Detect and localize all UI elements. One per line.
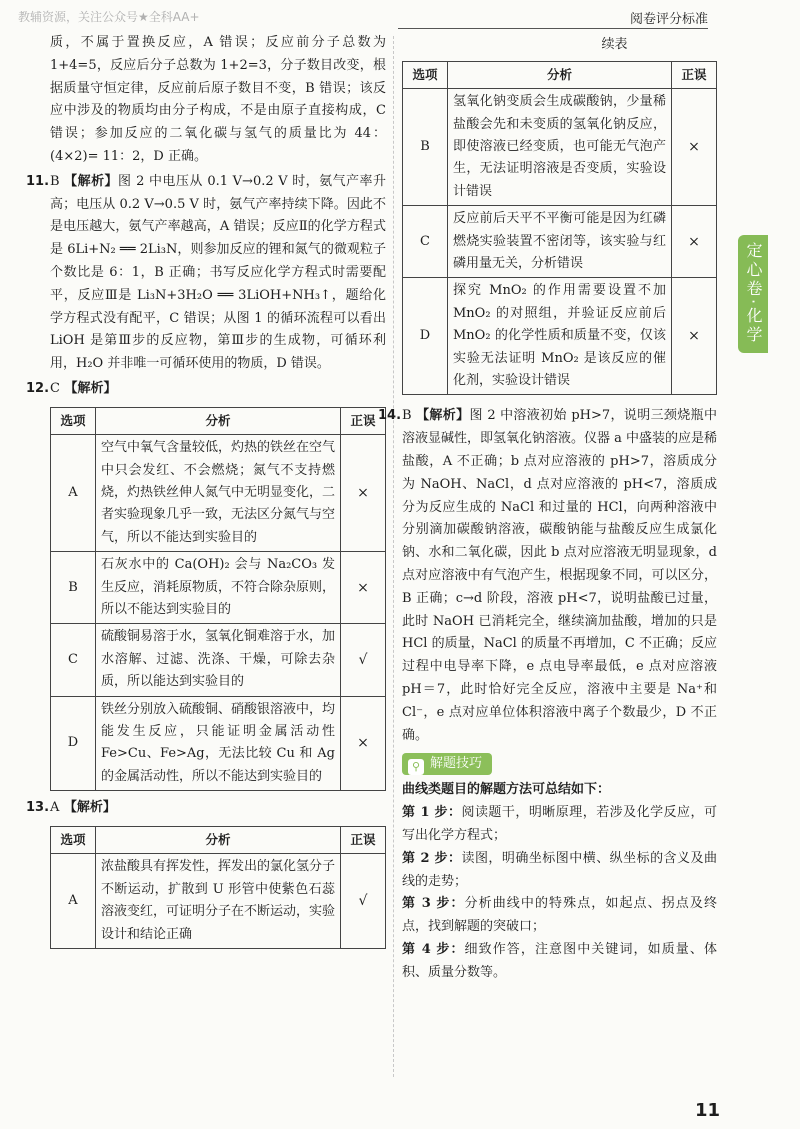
left-column	[26, 32, 386, 955]
row-analysis: 反应前后天平不平衡可能是因为红磷燃烧实验装置不密闭等，该实验与红磷用量无关，分析错误	[448, 206, 672, 278]
header-analysis: 分析	[448, 61, 672, 88]
header-option: 选项	[51, 407, 96, 434]
row-result: ×	[341, 552, 386, 624]
tip-banner	[402, 753, 492, 775]
row-analysis: 氢氧化钠变质会生成碳酸钠，少量稀盐酸会先和未变质的氢氧化钠反应，即使溶液已经变质，也可能无气泡产生，无法证明溶液是否变质，实验设计错误	[448, 89, 672, 206]
column-divider	[393, 36, 394, 1077]
tip-step	[402, 848, 717, 894]
row-analysis: 浓盐酸具有挥发性，挥发出的氯化氢分子不断运动，扩散到 U 形管中使紫色石蕊溶液变红，可证明分子在不断运动，实验设计和结论正确	[96, 854, 341, 949]
header-analysis: 分析	[96, 827, 341, 854]
row-option: B	[51, 552, 96, 624]
header-analysis: 分析	[96, 407, 341, 434]
q13-number: 13.	[26, 800, 50, 816]
row-result: ×	[672, 206, 717, 278]
tip-step-text: 阅读题干，明晰原理，若涉及化学反应，可写出化学方程式；	[402, 805, 717, 844]
table-row	[51, 435, 386, 552]
tip-step-label: 第 3 步：	[402, 896, 465, 912]
q10-tail: 质，不属于置换反应，A 错误；反应前分子总数为 1+4=5，反应后分子总数为 1+2=3，分子数目改变，根据质量守恒定律，反应前后原子数目不变，B 错误；该反应中涉及的物质均由分子构成，不是由原子直接构成，C 错误；参加反应的二氧化碳与氢气的质量比为 44：(4×2)= 11：2，D 正确。	[50, 35, 386, 164]
row-analysis: 空气中氧气含量较低，灼热的铁丝在空气中只会发红、不会燃烧；氮气不支持燃烧，灼热铁丝伸人氮气中无明显变化，二者实验现象几乎一致，无法区分氮气与空气，所以不能达到实验目的	[96, 435, 341, 552]
q11-answer: B	[50, 173, 60, 189]
q12-tag: 【解析】	[64, 380, 117, 396]
q11-number: 11.	[26, 173, 50, 189]
header-title: 阅卷评分标准	[629, 12, 708, 27]
q14	[378, 405, 718, 747]
tip-step-text: 读图，明确坐标图中横、纵坐标的含义及曲线的走势；	[402, 850, 717, 889]
table-row	[51, 696, 386, 791]
q12-table	[50, 407, 386, 792]
table-row	[51, 624, 386, 696]
tip-step	[402, 939, 717, 985]
tip-step-text: 细致作答，注意图中关键词，如质量、体积、质量分数等。	[402, 942, 717, 980]
table-row	[403, 278, 717, 395]
header-option: 选项	[51, 827, 96, 854]
header-rule	[398, 28, 708, 29]
q12-answer: C	[50, 380, 60, 396]
tip-step-label: 第 1 步：	[402, 805, 462, 821]
row-analysis: 探究 MnO₂ 的作用需要设置不加 MnO₂ 的对照组，并验证反应前后 MnO₂ 的化学性质和质量不变，仅该实验无法证明 MnO₂ 是该反应的催化剂，实验设计错误	[448, 278, 672, 395]
row-result: √	[341, 854, 386, 949]
q11-tag: 【解析】	[64, 173, 119, 189]
key-icon: ⚲	[408, 759, 424, 775]
header-option: 选项	[403, 61, 448, 88]
tip-step-text: 分析曲线中的特殊点，如起点、拐点及终点，找到解题的突破口；	[402, 896, 717, 935]
continued-label: 续表	[601, 37, 628, 52]
q13-table-continued	[402, 61, 717, 396]
q13-heading	[26, 797, 386, 820]
q13-table-header	[51, 827, 386, 854]
q12-table-header	[51, 407, 386, 434]
tip-step	[402, 802, 717, 848]
row-analysis: 铁丝分别放入硫酸铜、硝酸银溶液中，均能发生反应，只能证明金属活动性 Fe>Cu、Fe>Ag，无法比较 Cu 和 Ag 的金属活动性，所以不能达到实验目的	[96, 696, 341, 791]
row-analysis: 石灰水中的 Ca(OH)₂ 会与 Na₂CO₃ 发生反应，消耗原物质，不符合除杂原则，所以不能达到实验目的	[96, 552, 341, 624]
row-option: B	[403, 89, 448, 206]
row-option: A	[51, 854, 96, 949]
page-number: 11	[694, 1100, 720, 1121]
tip-step-label: 第 4 步：	[402, 942, 465, 958]
q11-text: 图 2 中电压从 0.1 V→0.2 V 时，氨气产率升高；电压从 0.2 V→0.5 V 时，氨气产率持续下降。因此不是电压越大，氨气产率越高，A 错误；反应Ⅱ的化学方程式是 6Li+N₂ ══ 2Li₃N，则参加反应的锂和氮气的微观粒子个数比是 6：1，B 正确；书写反应化学方程式时需要配平，反应Ⅲ是 Li₃N+3H₂O ══ 3LiOH+NH₃↑，题给化学方程式没有配平，C 错误；从图 1 的循环流程可以看出 LiOH 是第Ⅲ步的反应物，第Ⅲ步的生成物，可循环利用，H₂O 并非唯一可循环使用的物质，D 错误。	[50, 173, 386, 372]
row-option: C	[51, 624, 96, 696]
q14-answer: B	[402, 408, 412, 424]
row-option: D	[51, 696, 96, 791]
row-result: ×	[341, 435, 386, 552]
q13-continued-header	[403, 61, 717, 88]
row-option: A	[51, 435, 96, 552]
q12-number: 12.	[26, 380, 50, 396]
tip-step	[402, 893, 717, 939]
header-result: 正误	[672, 61, 717, 88]
q13-tag: 【解析】	[63, 800, 116, 816]
header-result: 正误	[341, 407, 386, 434]
q14-number: 14.	[378, 408, 402, 424]
tip-intro: 曲线类题目的解题方法可总结如下：	[402, 782, 611, 798]
header-result: 正误	[341, 827, 386, 854]
q13-table	[50, 826, 386, 949]
row-result: ×	[672, 89, 717, 206]
q14-tag: 【解析】	[416, 408, 470, 424]
right-column	[378, 32, 718, 985]
table-row	[51, 854, 386, 949]
q11	[26, 171, 386, 376]
row-option: C	[403, 206, 448, 278]
side-tab: 定心卷·化学	[738, 235, 768, 353]
row-result: √	[341, 624, 386, 696]
table-row	[403, 89, 717, 206]
tip-step-label: 第 2 步：	[402, 850, 462, 866]
row-analysis: 硫酸铜易溶于水，氢氧化铜难溶于水，加水溶解、过滤、洗涤、干燥，可除去杂质，所以能达到实验目的	[96, 624, 341, 696]
row-result: ×	[341, 696, 386, 791]
tip-label: 解题技巧	[430, 756, 483, 772]
table-row	[51, 552, 386, 624]
watermark: 教辅资源，关注公众号★全科AA+	[18, 10, 200, 24]
q14-text: 图 2 中溶液初始 pH>7，说明三颈烧瓶中溶液显碱性，即氢氧化钠溶液。仪器 a 中盛装的应是稀盐酸，A 不正确；b 点对应溶液的 pH>7，溶质成分为 NaOH、NaCl，d 点对应溶液的 pH<7，溶质成分为反应生成的 NaCl 和过量的 HCl，向两种溶液中分别滴加碳酸钠溶液，碳酸钠能与盐酸反应生成氯化钠、水和二氧化碳，因此 b 点对应溶液无明显现象，d 点对应溶液中有气泡产生，根据现象不同，可以区分，B 正确；c→d 阶段，溶液 pH<7，说明盐酸已过量，此时 NaOH 已消耗完全，继续滴加盐酸，增加的只是 HCl 的质量，NaCl 的质量不再增加，C 不正确；反应过程中电导率下降，e 点电导率最低，e 点对应溶液 pH＝7，此时恰好完全反应，溶液中主要是 Na⁺和 Cl⁻，e 点对应单位体积溶液中离子个数最少，D 不正确。	[402, 408, 718, 743]
q12-heading	[26, 378, 386, 401]
row-option: D	[403, 278, 448, 395]
q13-answer: A	[50, 800, 60, 816]
table-row	[403, 206, 717, 278]
row-result: ×	[672, 278, 717, 395]
